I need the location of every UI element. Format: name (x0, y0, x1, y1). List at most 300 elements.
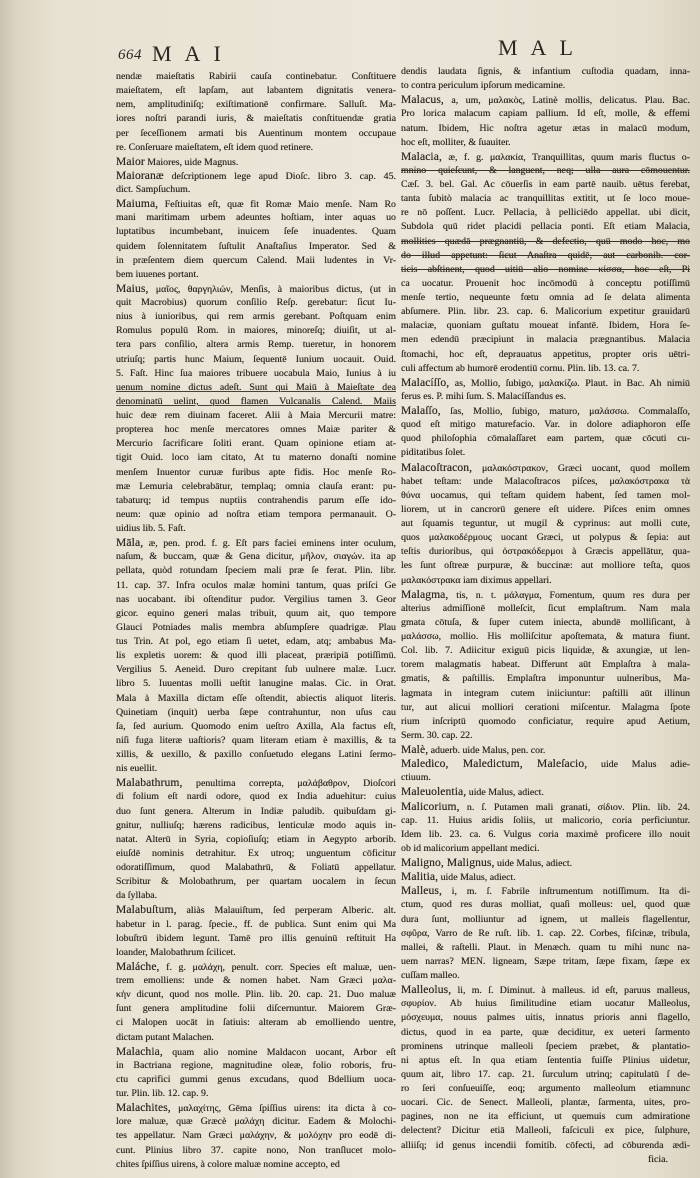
line-text: cuſſam malleo. (401, 970, 460, 981)
text-line (116, 451, 396, 465)
line-text: Glauci Potniades malis membra abſumpſere quadrigæ. Plau (116, 621, 396, 633)
line-text: i, m. ſ. Fabrile inſtrumentum notiſſimum. Ita di- (442, 886, 690, 898)
headword: Maleuolentia, (401, 785, 467, 799)
line-text: dictus, quod in ea parte, quæ deciditur, ex ueteri ſarmento (401, 1026, 690, 1038)
text-line (401, 559, 690, 573)
line-text: n. ſ. Putamen mali granati, σίδιον. Plin. lib. 24. (459, 801, 690, 813)
line-text: Feſtiuitas eſt, quæ fit Romæ Maio menſe. Nam Ro (158, 199, 396, 211)
text-line (116, 324, 396, 338)
line-text: re. Conſeruare maieſtatem, eſt idem quod retinere. (116, 141, 314, 153)
line-text: teſtis durioribus, qui ὀστρακόδερμοι à Græcis appellātur, qua- (401, 546, 690, 558)
text-line (116, 988, 396, 1002)
line-text: ob id malicorium appellant medici. (401, 842, 540, 854)
line-text: quidem ſolennitatem ſuſtulit Anaſtaſius Imperator. Sed & (116, 240, 396, 252)
text-line (116, 593, 396, 607)
text-line (401, 319, 690, 333)
text-line (401, 1040, 690, 1054)
line-text: uidius lib. 5. Faſt. (116, 523, 186, 534)
headword: Malabathrum, (116, 776, 183, 790)
headword: Maius, (116, 281, 149, 295)
line-text: Maiores, uide Magnus. (144, 156, 239, 168)
line-text: deſcriptionem lege apud Dioſc. libro 3. cap. 45. (163, 170, 396, 182)
line-text: torem malagmatis habeat. Differunt aūt Emplaſtra à mala- (401, 659, 690, 671)
line-text: as, Mollio, ſubigo, μαλακίζω. Plaut. in Bac. Ah nimiū (449, 377, 690, 389)
text-line (401, 1110, 690, 1124)
text-line (401, 941, 690, 955)
text-line (401, 220, 690, 234)
entry-line (116, 903, 396, 917)
line-text: dendis laudata ſignis, & infantium cuſtodia quadam, inna- (401, 66, 690, 77)
line-text: menſem Inuentor curuæ furibus apte fidis. Hoc menſe Ro- (116, 466, 396, 478)
line-text: hoc eſt, molliter, & ſuauiter. (401, 136, 511, 148)
text-line (401, 475, 690, 489)
text-line (116, 353, 396, 367)
text-line (116, 98, 396, 112)
line-text: prominens utrinque malleoli ſpeciem præbet, & plantatio- (401, 1040, 690, 1052)
line-text: penultima correpta, μαλάβαθρον, Dioſcori (182, 778, 396, 790)
line-text: Cæſ. 3. bel. Gal. Ac cōuerſis in eam partē nauib. uētus ferebat, (401, 179, 690, 190)
line-text: men edendū præcipiunt in malacia prægnantibus. Malacia (401, 334, 690, 346)
headword: Malleolus, (401, 983, 452, 997)
text-line (116, 225, 396, 239)
entry-line (401, 743, 690, 757)
text-line (401, 630, 690, 644)
text-line (116, 409, 396, 423)
line-text: da ſyllaba. (116, 890, 158, 902)
line-text: σφῦρα, Varro de Re ruſt. lib. 1. cap. 22. Corbes, fiſcinæ, tribula, (401, 927, 690, 939)
text-line (401, 249, 690, 263)
text-line (116, 847, 396, 861)
text-line (116, 395, 396, 409)
line-text: gmatis, & paſtillis. Emplaſtra imponuntur uulneribus, Ma- (401, 673, 690, 685)
line-text: nas uocabant. ibi oſtenditur pudor. Vergilius tamen 3. Geor (116, 593, 396, 605)
text-line (116, 310, 396, 324)
line-text: ctum, quod res duras molliat, quaſi molleus: uel, quod quæ (401, 899, 690, 911)
line-text: tis, n. t. μάλαγμα, Fomentum, quum res dura per (448, 589, 690, 601)
entry-line (401, 461, 690, 475)
text-line (116, 84, 396, 98)
text-line (401, 432, 690, 446)
line-text: menſe tertio, nequeunte fœtu omnia ad ſe delata alimenta (401, 292, 690, 303)
line-text: ro ſeri conſueuiſſe, eoq; argumento malleolum etiamnunc (401, 1083, 690, 1094)
line-text: ctiuum. (401, 772, 431, 784)
line-text: di folium eſt nardi odore, quod ex India aduehitur: cuius (116, 791, 396, 803)
line-text: delectent? Dicitur etiā Malleoli, faſciculi ex pice, ſulphure, (401, 1125, 690, 1137)
line-text: alterius admiſſionē molleſcit, ſicut emplaſtrum. Nam mala (401, 602, 690, 614)
headword: Maligno, Malignus, (401, 856, 495, 869)
text-line (401, 828, 690, 842)
line-text: tigit Ouid. loco iam citato, At tu materno donaſti nomine (116, 452, 396, 464)
text-line (116, 663, 396, 677)
line-text: dura ſunt, molliuntur ad ignem, ut malleis flagellentur, (401, 913, 690, 925)
text-line (401, 771, 690, 785)
line-text: Col. lib. 7. Adiicitur exiguū picis liquidæ, & axungiæ, ut len- (401, 645, 690, 657)
text-line (401, 531, 690, 545)
text-line (116, 254, 396, 268)
text-line (116, 211, 396, 225)
text-line (116, 127, 396, 141)
text-line (401, 446, 690, 460)
line-text: piditatibus ſolet. (401, 447, 466, 459)
headword: Malacíſſo, (401, 375, 450, 389)
entry-line (401, 150, 690, 164)
headword: Malaſſo, (401, 404, 441, 417)
line-text: per ſeceſſionem armati bis Auentinum montem occupaue (116, 127, 396, 139)
entry-line (116, 197, 396, 211)
line-text: naſum, & buccam, quæ & Gena dicitur, μῆλον, σιαγών. ita ap (116, 551, 396, 563)
text-line (116, 550, 396, 564)
line-text: Pro lorica malacum capiam pallium. Id eſt, molle, & effemi (401, 108, 690, 120)
line-text: quam alio nomine Maldacon uocant, Arbor eſt (162, 1046, 396, 1058)
text-line (116, 338, 396, 352)
line-text: ticis abſtinent, quod uitiū alio nomine κίσσα, hoc eſt, Pi (401, 263, 690, 275)
line-text: æ, pen. prod. f. g. Eſt pars faciei eminens inter oculum, (143, 538, 396, 550)
line-text: to contra periculum ipſorum medicamine. (401, 80, 566, 92)
line-text: re nō poſſent. Lucr. Pellacia, à pelliciēdo appellat. ubi dicit, (401, 207, 690, 219)
line-text: ci Malopen uocāt in ſatiuis: alteram ab emolliendo uentre, (116, 1017, 396, 1029)
line-text: alliiſq; id genus incendii fomitib. cōfecti, ad cōburenda ædi- (401, 1139, 690, 1151)
line-text: tanta ſubitò malacia ac tranquillitas extitit, ut ſe loco moue- (401, 193, 690, 205)
right-column (401, 65, 690, 1167)
text-line (401, 164, 690, 178)
text-line (116, 677, 396, 691)
text-line (116, 621, 396, 635)
text-line (401, 545, 690, 559)
text-line (401, 1068, 690, 1082)
line-text: quit Macrobius) quorum conſilio Reſp. gerebatur: ſicut Iu- (116, 297, 396, 308)
line-text: dictam putant Malachen. (116, 1031, 214, 1043)
line-text: quod philoſophia cōmalaſſaret eam partem, quæ cōcuti cu- (401, 433, 690, 445)
line-text: quum ait, libro 17. cap. 21. ſurculum utrinq; capitulatū ſ de- (401, 1068, 690, 1080)
line-text: iores noſtri parandi iuris, & maieſtatis conſtituendæ gratia (116, 113, 396, 125)
line-text: Quinetiam (inquit) uerba ſæpe contrahuntur, non uſus cau (116, 706, 396, 718)
text-line (401, 192, 690, 206)
text-line (116, 1059, 396, 1073)
text-line (116, 692, 396, 706)
text-line (116, 183, 396, 197)
entry-line (401, 404, 690, 418)
entry-line (401, 785, 690, 799)
line-text: uide Malus, adiect. (438, 872, 516, 884)
line-text: lis expletis uorem: & quod illi placeat, præripiā potiſſimū. (116, 650, 396, 662)
text-line (116, 649, 396, 663)
line-text: lore maluæ, quæ Græcè μαλάχη dicitur. Eadem & Molochi- (116, 1116, 396, 1128)
line-text: μαῖος, θαργηλιών, Menſis, à maioribus dictus, (ut in (148, 283, 396, 295)
text-line (116, 112, 396, 126)
line-text: Romulus populū Rom. in maiores, minoreſq; diuiſit, ut al- (116, 325, 396, 337)
headword: Maláche, (116, 959, 160, 973)
text-line (401, 235, 690, 249)
text-line (116, 1158, 396, 1172)
text-line (401, 79, 690, 93)
headword: Malacia, (401, 149, 442, 163)
text-line (116, 480, 396, 494)
entry-line (401, 800, 690, 814)
line-text: μαλαχίτης, Gēma ſpiſſius uirens: ita dicta à co- (170, 1103, 396, 1115)
line-text: 5. Faſt. Hinc ſua maiores tribuere uocabula Maio, Iunius à iu (116, 367, 396, 379)
line-text: Vergilius 5. Aeneid. Duro crepitant ſub uulnere malæ. Lucr. (116, 664, 396, 676)
headword: Malagma, (401, 587, 449, 601)
line-text: utriuſq; partis hunc Maium, ſequentē Iunium uocauit. Ouid. (116, 353, 396, 365)
text-line (401, 263, 690, 277)
line-text: li, m. ſ. Diminut. à malleus. id eſt, paruus malleus, (451, 985, 690, 997)
line-text: κὴν dicunt, quod nos molle. Plin. lib. 20. cap. 21. Duo maluæ (116, 989, 396, 1001)
line-text: uide Malus, adiect. (494, 858, 573, 869)
text-line (116, 748, 396, 762)
line-text: Mercurio ſacrificare ſoliti erant. Quam opinione etiam at- (116, 438, 396, 450)
text-line (401, 206, 690, 220)
text-line (401, 913, 690, 927)
line-text: maieſtatem, eſt lapſam, aut labantem dignitatis venera- (116, 85, 396, 97)
text-line (401, 616, 690, 630)
text-line (401, 969, 690, 983)
text-line (116, 974, 396, 988)
line-text: μόσχευμα, nouus palmes uitis, innatus prioris anni flagello, (401, 1012, 690, 1024)
text-line (116, 819, 396, 833)
text-line (401, 333, 690, 347)
text-line (116, 367, 396, 381)
entry-line (401, 870, 690, 884)
text-line (116, 932, 396, 946)
text-line (116, 861, 396, 875)
line-text: ca uocatur. Prouenit hoc incōmodū à conceptu potiſſimū (401, 277, 690, 289)
text-line (116, 720, 396, 734)
entry-line (116, 960, 396, 974)
line-text: habet teſtam: unde Malacoſtracos piſces, μαλακόστρακα τὰ (401, 475, 690, 487)
text-line (401, 517, 690, 531)
text-line (401, 1026, 690, 1040)
text-line (116, 1031, 396, 1045)
text-line (116, 437, 396, 451)
line-text: aliàs Malauiſtum, ſed perperam Alberic. alt. (176, 905, 396, 917)
line-text: huic deæ rem diuinam faceret. Alii à Maia Mercurii matre: (116, 410, 396, 421)
line-text: aduerb. uide Malus, pen. cor. (428, 745, 546, 756)
text-line (116, 522, 396, 536)
running-head-right: MAL (498, 35, 586, 60)
text-line (401, 291, 690, 305)
text-line (401, 729, 690, 743)
line-text: odoratiſſimum, quod Malabathrū, & Foliatū appellatur. (116, 862, 396, 873)
text-line (401, 602, 690, 616)
line-text: Idem lib. 23. ca. 6. Vulgus coria maximè proficere illo nouit (401, 828, 690, 840)
line-text: ſunt genera amplitudine folii diſcernuntur. Maiorem Græ- (116, 1003, 396, 1015)
left-column (116, 70, 396, 1172)
line-text: culi affectum ab humorē erodentiū cornu. Plin. lib. 13. ca. 7. (401, 362, 640, 374)
headword: Malacus, (401, 93, 444, 107)
line-text: Subdola quū ridet placidi pellacia ponti. Eſt etiam Malacia, (401, 221, 690, 233)
text-line (116, 1129, 396, 1143)
text-line (401, 644, 690, 658)
line-text: les ſunt oſtreæ purpuræ, & buccinæ: aut molliore teſta, quos (401, 560, 690, 572)
text-line (116, 946, 396, 960)
headword: Malitia, (401, 870, 439, 884)
text-line (116, 607, 396, 621)
line-text: Serm. 30. cap. 22. (401, 729, 473, 741)
text-line (116, 762, 396, 776)
text-line (401, 574, 690, 588)
text-line (401, 842, 690, 856)
text-line (116, 494, 396, 508)
text-line (116, 833, 396, 847)
line-text: 11. cap. 37. Infra oculos malæ homini tantum, quas priſci Ge (116, 579, 396, 591)
line-text: loander, Malobathrum ſcilicet. (116, 946, 236, 958)
line-text: ſa, ſed aurium. Quomodo enim ueſtro Axilla, Ala factus eſt, (116, 720, 396, 732)
line-text: xillis, & uexillo, & paxillo conſuetudo elegans Latini ſermo- (116, 749, 396, 760)
line-text: denominatū uelint, quod flamen Vulcanalis Calend. Maiis (116, 395, 396, 407)
text-line (401, 107, 690, 121)
text-line (116, 141, 396, 155)
line-text: in præſentem diem quercum Calend. Maii ludentes in Vr- (116, 254, 396, 266)
entry-line (401, 884, 690, 898)
line-text: mallei, & raſtelli. Plaut. in Menæch. quam tu mihi nunc na- (401, 941, 690, 953)
line-text: f. g. μαλάχη, penult. corr. Species eſt maluæ, uen- (159, 961, 396, 973)
text-line (401, 927, 690, 941)
text-line (401, 1011, 690, 1025)
line-text: neum: quæ opinio ad noſtra etiam tempora permanauit. O- (116, 508, 396, 520)
text-line (401, 1096, 690, 1110)
text-line (116, 889, 396, 903)
text-line (401, 418, 690, 432)
text-line (401, 348, 690, 362)
line-text: cunt. Plinius libro 37. capite nono, Non tranſlucet molo- (116, 1144, 396, 1156)
text-line (401, 277, 690, 291)
text-line (116, 70, 396, 84)
text-line (116, 579, 396, 593)
line-text: pellata, quòd rotundam ſpeciem mali præ ſe ferat. Plin. libr. (116, 565, 396, 577)
text-line (401, 136, 690, 150)
line-text: tera pars conſilio, altera armis Remp. tueretur, in honorem (116, 339, 396, 351)
headword: Malabuſtum, (116, 903, 177, 917)
line-text: Mala à Maxilla dictam eſſe oſtendit, abiectis aliquot literis. (116, 692, 396, 704)
text-line (401, 658, 690, 672)
line-text: uide Malus, adiect. (466, 787, 544, 799)
line-text: libro 5. Iuuentas molli ueſtit lanugine malas. Cic. in Orat. (116, 678, 396, 690)
text-line (116, 1087, 396, 1101)
text-line (116, 790, 396, 804)
text-line (401, 1139, 690, 1153)
line-text: mnino quieſcunt, & languent, neq; ulla aura cōmouentur. (401, 164, 690, 176)
line-text: tur, aut alicui molliori cerationi miſcentur. Malagma ſpote (401, 701, 690, 713)
line-text: habetur in l. parag. ſpecie., ff. de publica. Sunt enim qui Ma (116, 918, 396, 930)
text-line (401, 687, 690, 701)
text-line (401, 997, 690, 1011)
headword: Maioranæ (116, 168, 164, 182)
line-text: luptatibus incumbebant, inuicem ſeſe inuadentes. Quam (116, 226, 396, 238)
text-line (401, 1153, 690, 1167)
line-text: ctu caprifici gummi genus excudans, quod Bdellium uoca- (116, 1073, 396, 1085)
line-text: aut ſquamis teguntur, ut mugil & cyprinus: aut molli cute, (401, 518, 690, 529)
line-text: natum. Ibidem, Hic noſtra agetur ætas in malacū modum, (401, 122, 690, 134)
line-text: a, um, μαλακὸς, Latinè mollis, delicatus. Plau. Bac. (443, 95, 690, 107)
text-line (116, 1016, 396, 1030)
text-line (116, 706, 396, 720)
entry-line (116, 155, 396, 169)
headword: Maledico, Maledictum, Maleſacio, (401, 757, 588, 771)
text-line (401, 955, 690, 969)
entry-line (401, 588, 690, 602)
line-text: mæ Lemuria celebrabātur, templaq; omnia clauſa erant: pu- (116, 480, 396, 492)
headword: Maiuma, (116, 197, 159, 211)
headword: Māla, (116, 536, 144, 550)
text-line (401, 1124, 690, 1138)
line-text: quod eſt mitigo maturefacio. Var. in dolore adiaphoron eſſe (401, 419, 690, 431)
line-text: gnitur, nulliuſq; hærens radicibus, lenticulæ modo aquis in- (116, 819, 396, 831)
page-number: 664 (118, 47, 142, 63)
headword: Malleus, (401, 884, 442, 898)
entry-line (401, 757, 690, 771)
line-text: do illud appetunt: ſicut Anaſtra quidē, aut carbonib. cor- (401, 249, 690, 261)
line-text: Scribitur & Molobathrum, per quartam uocalem in ſecun (116, 876, 396, 888)
text-line (401, 489, 690, 503)
line-text: propterea hoc menſe mercatores omnes Maiæ pariter & (116, 424, 396, 436)
text-line (401, 898, 690, 912)
line-text: natat. Alterū in Syria, copioſiuſq; etiam in Aegypto arborib. (116, 833, 396, 845)
entry-line (401, 93, 690, 107)
line-text: gmata cōtuſa, & ſuper cutem iniecta, abundē molliſicant, à (401, 616, 690, 628)
line-text: mollities quædā prægnantiū, & defectio, quū modo hoc, mo (401, 235, 690, 247)
text-line (401, 65, 690, 79)
line-text: gicor. equino generi malas tribuit, quum ait, quo tempore (116, 607, 396, 619)
line-text: duo ſunt genera. Alterum in Indiæ paludib. quibuſdam gi- (116, 805, 396, 817)
line-text: ficia. (647, 1153, 668, 1165)
line-text: μαλάσσω, mollio. His molliſcitur apoſtemata, & matura fiunt. (401, 631, 690, 642)
line-text: rium inſcriptū quomodo conficiatur, require apud Aetium, (401, 715, 690, 727)
text-line (401, 701, 690, 715)
line-text: uenum nomine dictus adeſt. Sunt qui Maiū à Maieſtate dea (116, 381, 396, 393)
text-line (116, 1115, 396, 1129)
text-line (116, 1073, 396, 1087)
line-text: nis euellit. (116, 763, 158, 775)
entry-line (116, 776, 396, 790)
text-line (401, 178, 690, 192)
line-text: θύνα uocamus, qui teſtam quidem habent, ſed tamen mol- (401, 489, 690, 501)
text-line (116, 635, 396, 649)
entry-line (116, 1101, 396, 1115)
line-text: chites ſpiſſius uirens, à colore maluæ nomine accepto, ed (116, 1158, 340, 1170)
line-text: tabaturq; id tempus nuptiis contrahendis parum eſſe ido- (116, 494, 396, 506)
line-text: ſtomachi, hoc eſt, deprauatus appetitus, propter oris uētri- (401, 348, 690, 360)
entry-line (116, 536, 396, 550)
line-text: abſumere. Plin. libr. 23. cap. 6. Malicorium expetitur grauidarū (401, 306, 690, 318)
text-line (116, 268, 396, 282)
line-text: cap. 11. Huius aridis ſoliis, ut malicorio, coria perficiuntur. (401, 814, 690, 826)
line-text: lagmata in integram cutem iniiciuntur: paſtilli aūt illinun (401, 687, 690, 699)
running-head-left: MAI (152, 41, 234, 66)
line-text: pagines, non ne ita efficiunt, ut quemuis cum admiratione (401, 1111, 690, 1123)
entry-line (401, 376, 690, 390)
line-text: dict. Sampſuchum. (116, 184, 191, 195)
text-line (116, 805, 396, 819)
line-text: nius à iunioribus, qui rem armis gerebant. Poſtquam enim (116, 311, 396, 323)
text-line (116, 1002, 396, 1016)
text-line (116, 1144, 396, 1158)
text-line (401, 362, 690, 376)
text-line (116, 564, 396, 578)
text-line (116, 296, 396, 310)
line-text: mani maritimam urbem adeuntes hoſtiam, inter aquas uo (116, 212, 396, 224)
headword: Malicorium, (401, 799, 460, 813)
headword: Malacoſtracon, (401, 460, 473, 474)
headword: Malachites, (116, 1101, 171, 1115)
text-line (116, 875, 396, 889)
line-text: malaciæ, quoniam guſtatu moueat infantē. Ibidem, Hora ſe- (401, 320, 690, 332)
line-text: tes appellatur. Nam Græci μαλάχην, & μολόχην pro eodē di- (116, 1130, 396, 1142)
headword: Malè, (401, 743, 429, 756)
line-text: eiuſdē nominis detrahitur. Ex utroq; unguentum cōficitur (116, 847, 396, 859)
text-line (401, 503, 690, 517)
text-line (116, 734, 396, 748)
text-line (401, 672, 690, 686)
